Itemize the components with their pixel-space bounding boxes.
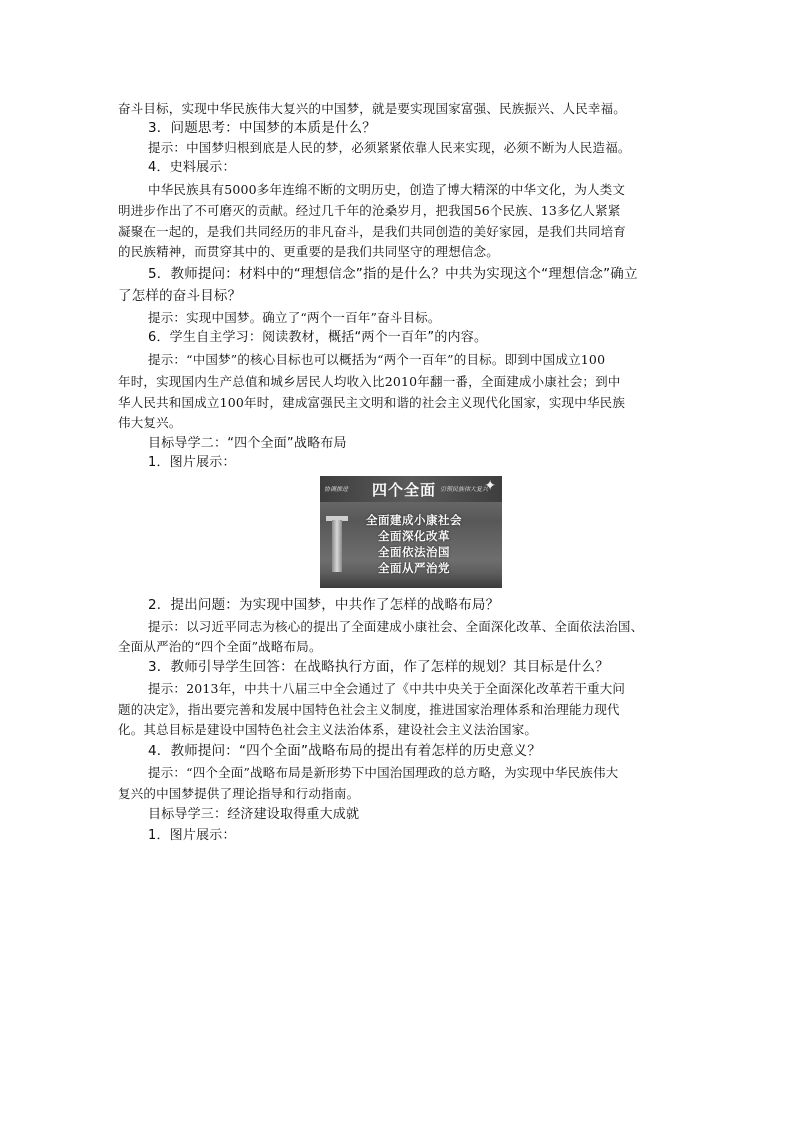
picture-item: 全面深化改革 [378,529,450,543]
question-line: 5．教师提问：材料中的“理想信念”指的是什么？中共为实现这个“理想信念”确立 [148,266,638,282]
hint-line: 华人民共和国成立100年时，建成富强民主文明和谐的社会主义现代化国家，实现中华民族 [118,395,626,410]
hint-line: 提示：“中国梦”的核心目标也可以概括为“两个一百年”的目标。即到中国成立100 [148,352,606,367]
hint-line: 提示：“四个全面”战略布局是新形势下中国治国理政的总方略，为实现中华民族伟大 [148,765,619,780]
four-comprehensives-picture [320,476,502,588]
task-line: 6．学生自主学习：阅读教材，概括“两个一百年”的内容。 [148,330,488,345]
dove-icon: ✦ [484,478,496,494]
hint-line: 提示：2013年，中共十八届三中全会通过了《中共中央关于全面深化改革若干重大问 [148,681,626,696]
hint-line: 提示：中国梦归根到底是人民的梦，必须紧紧依靠人民来实现，必须不断为人民造福。 [148,140,631,155]
question-line: 2．提出问题：为实现中国梦，中共作了怎样的战略布局？ [148,597,500,613]
question-line: 3．教师引导学生回答：在战略执行方面，作了怎样的规划？其目标是什么？ [148,659,609,675]
hint-line: 化。其总目标是建设中国特色社会主义法治体系，建设社会主义法治国家。 [118,722,538,737]
picture-item: 全面依法治国 [378,545,450,559]
banner-left-text: 协调推进 [324,486,349,493]
source-text-line: 明进步作出了不可磨灭的贡献。经过几千年的沧桑岁月，把我国56个民族、13多亿人紧紧 [118,203,621,218]
banner-title: 四个全面 [372,481,437,499]
hint-line: 年时，实现国内生产总值和城乡居民人均收入比2010年翻一番，全面建成小康社会；到中 [118,374,621,389]
section-line: 4．史料展示： [148,160,236,175]
hint-line: 提示：以习近平同志为核心的提出了全面建成小康社会、全面深化改革、全面依法治国、 [148,619,644,634]
hint-line: 伟大复兴。 [118,415,182,430]
text-line: 奋斗目标，实现中华民族伟大复兴的中国梦，就是要实现国家富强、民族振兴、人民幸福。 [118,101,627,116]
hint-line: 提示：实现中国梦。确立了“两个一百年”奋斗目标。 [148,310,441,325]
question-line: 3．问题思考：中国梦的本质是什么？ [148,120,376,136]
hint-line: 题的决定》，指出要完善和发展中国特色社会主义制度，推进国家治理体系和治理能力现代 [118,702,620,717]
section-line: 1．图片展示： [148,455,236,470]
section-heading: 目标导学二：“四个全面”战略布局 [148,436,347,451]
picture-item: 全面从严治党 [378,561,450,575]
hint-line: 全面从严治的“四个全面”战略布局。 [118,639,322,654]
banner-right-text: 引领民族伟大复兴 [440,486,489,493]
picture-item: 全面建成小康社会 [366,513,462,527]
section-line: 1．图片展示： [148,828,236,843]
question-line: 了怎样的奋斗目标？ [118,288,242,304]
source-text-line: 凝聚在一起的，是我们共同经历的非凡奋斗，是我们共同创造的美好家园，是我们共同培育 [118,224,627,239]
source-text-line: 中华民族具有5000多年连绵不断的文明历史，创造了博大精深的中华文化，为人类文 [148,182,626,197]
question-line: 4．教师提问：“四个全面”战略布局的提出有着怎样的历史意义？ [148,743,542,759]
source-text-line: 的民族精神，而贯穿其中的、更重要的是我们共同坚守的理想信念。 [118,244,500,259]
section-heading: 目标导学三：经济建设取得重大成就 [148,807,360,822]
hint-line: 复兴的中国梦提供了理论指导和行动指南。 [118,786,360,801]
